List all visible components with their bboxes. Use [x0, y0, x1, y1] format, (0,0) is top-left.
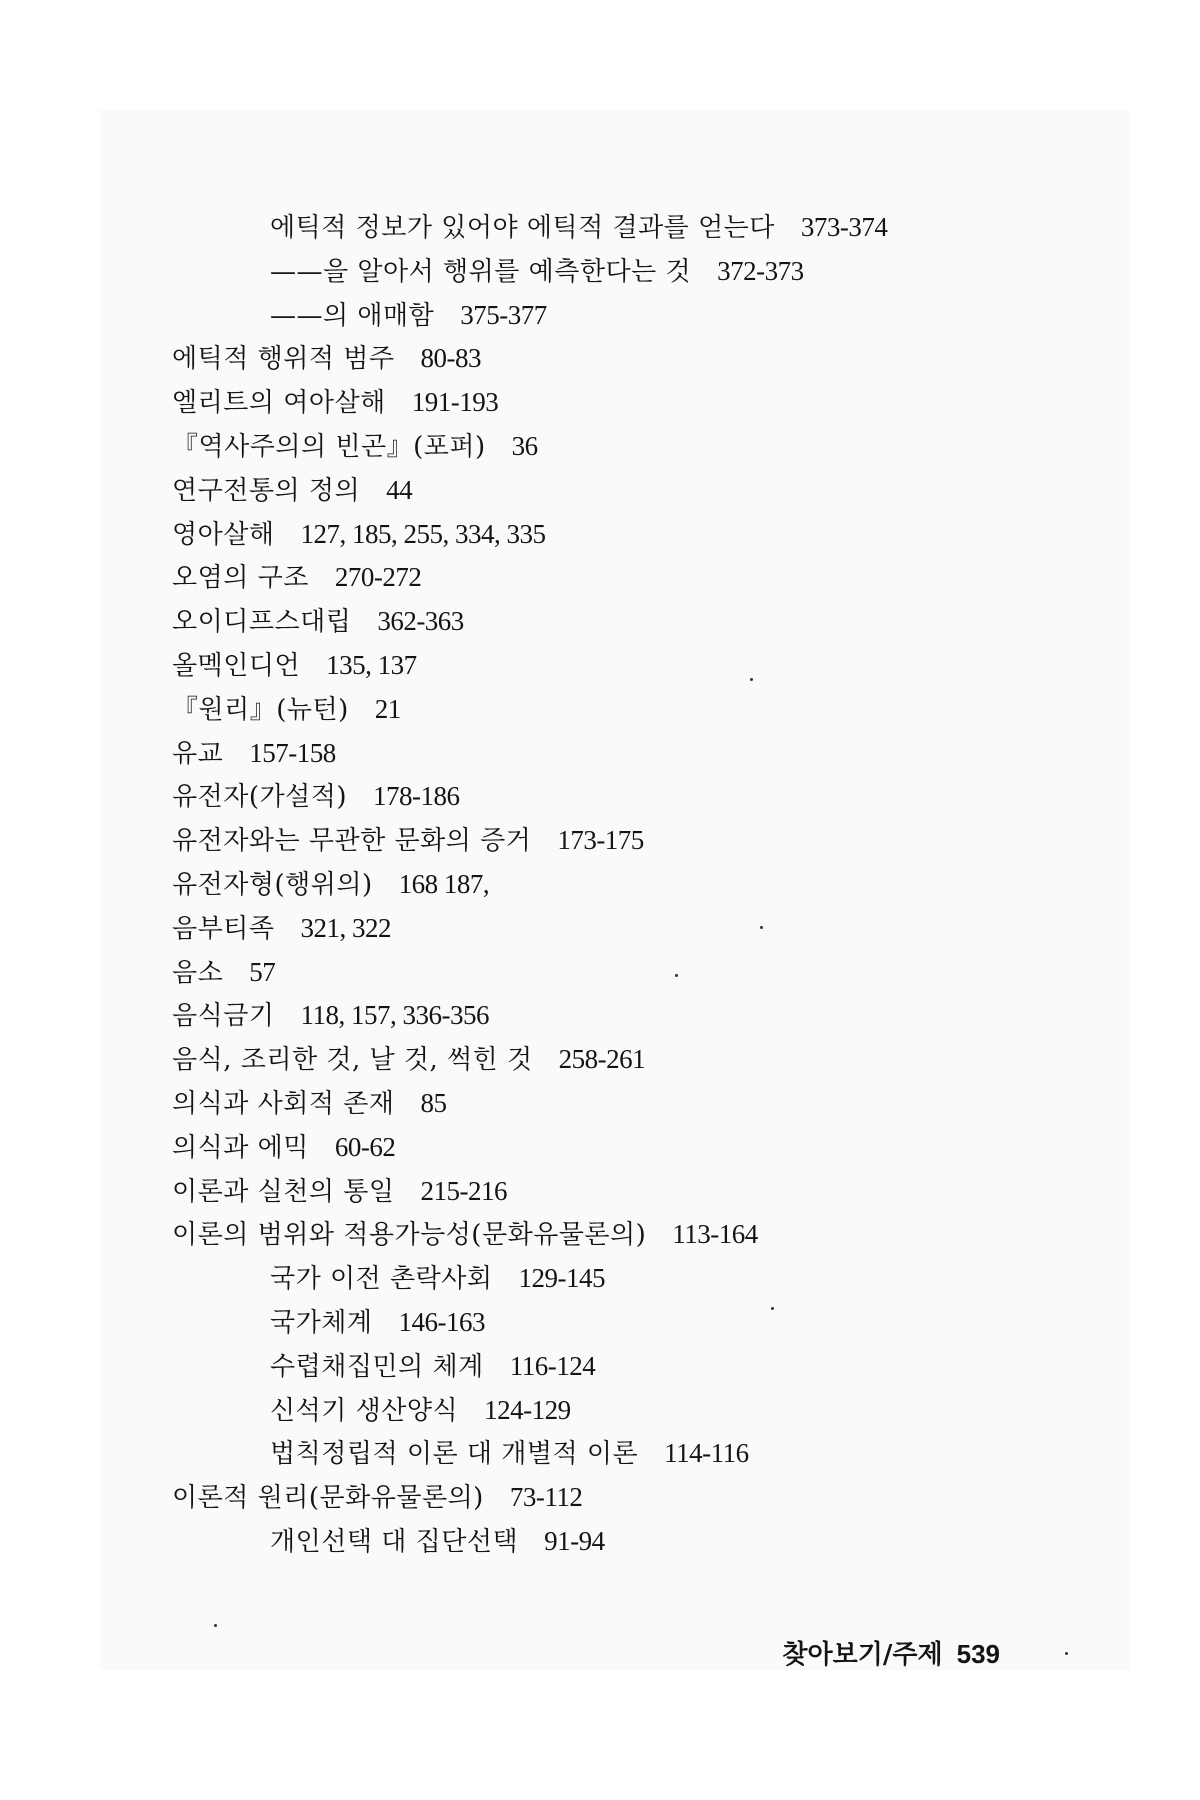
index-page-refs: 60-62 — [334, 1131, 396, 1162]
running-footer — [782, 1634, 1000, 1671]
index-subentry — [0, 206, 1200, 250]
index-entry-list — [0, 206, 1200, 1564]
index-entry — [0, 469, 1200, 513]
index-page-refs: 57 — [249, 956, 276, 987]
index-page-refs: 168 187, — [398, 868, 490, 899]
index-page-refs: 375-377 — [460, 299, 547, 330]
index-term: 유전자형(행위의) — [172, 869, 373, 900]
index-term: 음식, 조리한 것, 날 것, 썩힌 것 — [172, 1045, 533, 1076]
index-page-refs: 73-112 — [509, 1482, 583, 1513]
index-page-refs: 215-216 — [420, 1175, 507, 1206]
index-subentry — [0, 294, 1200, 338]
scan-speck — [750, 678, 753, 681]
index-entry — [0, 775, 1200, 819]
index-term: 올멕인디언 — [172, 650, 301, 681]
index-page-refs: 21 — [374, 693, 401, 724]
index-page-refs: 373-374 — [800, 212, 888, 242]
index-entry — [0, 1082, 1200, 1126]
index-page-refs: 127, 185, 255, 334, 335 — [300, 518, 546, 549]
index-entry — [0, 644, 1200, 688]
index-term: 의식과 에믹 — [172, 1132, 309, 1163]
index-entry — [0, 863, 1200, 907]
index-entry — [0, 819, 1200, 863]
index-term: ——을 알아서 행위를 예측한다는 것 — [270, 256, 692, 287]
index-entry — [0, 732, 1200, 776]
index-entry — [0, 513, 1200, 557]
index-term: 유전자(가설적) — [172, 782, 347, 813]
index-term: 음소 — [172, 957, 224, 988]
index-page-refs: 124-129 — [484, 1394, 571, 1425]
index-entry — [0, 1126, 1200, 1170]
index-entry — [0, 1213, 1200, 1257]
index-page-refs: 44 — [386, 474, 413, 505]
index-entry — [0, 381, 1200, 425]
index-page-refs: 173-175 — [557, 825, 644, 856]
index-entry — [0, 1038, 1200, 1082]
index-page-refs: 270-272 — [334, 562, 422, 593]
scan-speck — [771, 1307, 774, 1310]
index-page-refs: 321, 322 — [300, 912, 391, 943]
index-subentry — [0, 1301, 1200, 1345]
index-term: 이론과 실천의 통일 — [172, 1176, 395, 1207]
index-entry — [0, 951, 1200, 995]
scan-speck — [760, 926, 763, 929]
index-term: ——의 애매함 — [270, 300, 435, 331]
index-page-refs: 36 — [511, 430, 538, 461]
index-term: 엘리트의 여아살해 — [172, 388, 386, 419]
index-page-refs: 91-94 — [544, 1525, 605, 1556]
index-term: 이론의 범위와 적용가능성(문화유물론의) — [172, 1220, 647, 1251]
index-entry — [0, 994, 1200, 1038]
index-page-refs: 362-363 — [377, 606, 464, 637]
index-term: 연구전통의 정의 — [172, 475, 361, 506]
index-subentry — [0, 1257, 1200, 1301]
index-page-refs: 191-193 — [411, 387, 499, 418]
index-subentry — [0, 1520, 1200, 1564]
index-term: 음부티족 — [172, 913, 275, 944]
index-page-refs: 146-163 — [398, 1306, 485, 1337]
index-entry — [0, 556, 1200, 600]
index-term: 법칙정립적 이론 대 개별적 이론 — [270, 1439, 639, 1470]
index-page-refs: 372-373 — [717, 255, 804, 286]
index-term: 개인선택 대 집단선택 — [270, 1526, 519, 1557]
scan-speck — [214, 1624, 217, 1627]
index-term: 음식금기 — [172, 1001, 275, 1032]
index-page-refs: 118, 157, 336-356 — [300, 1000, 489, 1031]
index-entry — [0, 337, 1200, 381]
index-subentry — [0, 1345, 1200, 1389]
index-term: 신석기 생산양식 — [270, 1395, 459, 1426]
index-term: 유교 — [172, 738, 224, 769]
index-term: 국가 이전 촌락사회 — [270, 1264, 493, 1295]
index-subentry — [0, 250, 1200, 294]
index-page-refs: 116-124 — [509, 1350, 596, 1381]
index-entry — [0, 425, 1200, 469]
index-entry — [0, 600, 1200, 644]
index-term: 『원리』(뉴턴) — [172, 694, 349, 725]
index-page-refs: 178-186 — [372, 781, 460, 812]
index-entry — [0, 1170, 1200, 1214]
footer-page-number: 539 — [956, 1639, 1000, 1669]
index-subentry — [0, 1389, 1200, 1433]
index-page-refs: 157-158 — [249, 737, 336, 768]
footer-section-title: 찾아보기/주제 — [782, 1640, 943, 1670]
index-page-refs: 114-116 — [664, 1438, 749, 1469]
index-term: 이론적 원리(문화유물론의) — [172, 1483, 484, 1514]
index-page-refs: 135, 137 — [326, 649, 417, 680]
index-page-refs: 80-83 — [420, 343, 481, 374]
index-term: 영아살해 — [172, 519, 275, 550]
index-term: 수렵채집민의 체계 — [270, 1351, 484, 1382]
index-entry — [0, 907, 1200, 951]
index-entry — [0, 688, 1200, 732]
index-term: 『역사주의의 빈곤』(포퍼) — [172, 431, 486, 462]
index-term: 유전자와는 무관한 문화의 증거 — [172, 826, 532, 857]
scan-speck — [1065, 1652, 1068, 1655]
index-term: 오염의 구조 — [172, 563, 309, 594]
index-term: 오이디프스대립 — [172, 607, 352, 638]
index-page-refs: 85 — [420, 1087, 447, 1118]
scan-speck — [675, 974, 678, 977]
index-term: 에틱적 정보가 있어야 에틱적 결과를 얻는다 — [270, 213, 775, 243]
index-page-refs: 258-261 — [558, 1044, 646, 1075]
index-term: 의식과 사회적 존재 — [172, 1088, 395, 1119]
index-subentry — [0, 1432, 1200, 1476]
index-term: 에틱적 행위적 범주 — [172, 344, 395, 375]
index-entry — [0, 1476, 1200, 1520]
index-term: 국가체계 — [270, 1307, 373, 1338]
index-page-refs: 129-145 — [518, 1263, 605, 1294]
index-page-refs: 113-164 — [672, 1219, 758, 1250]
